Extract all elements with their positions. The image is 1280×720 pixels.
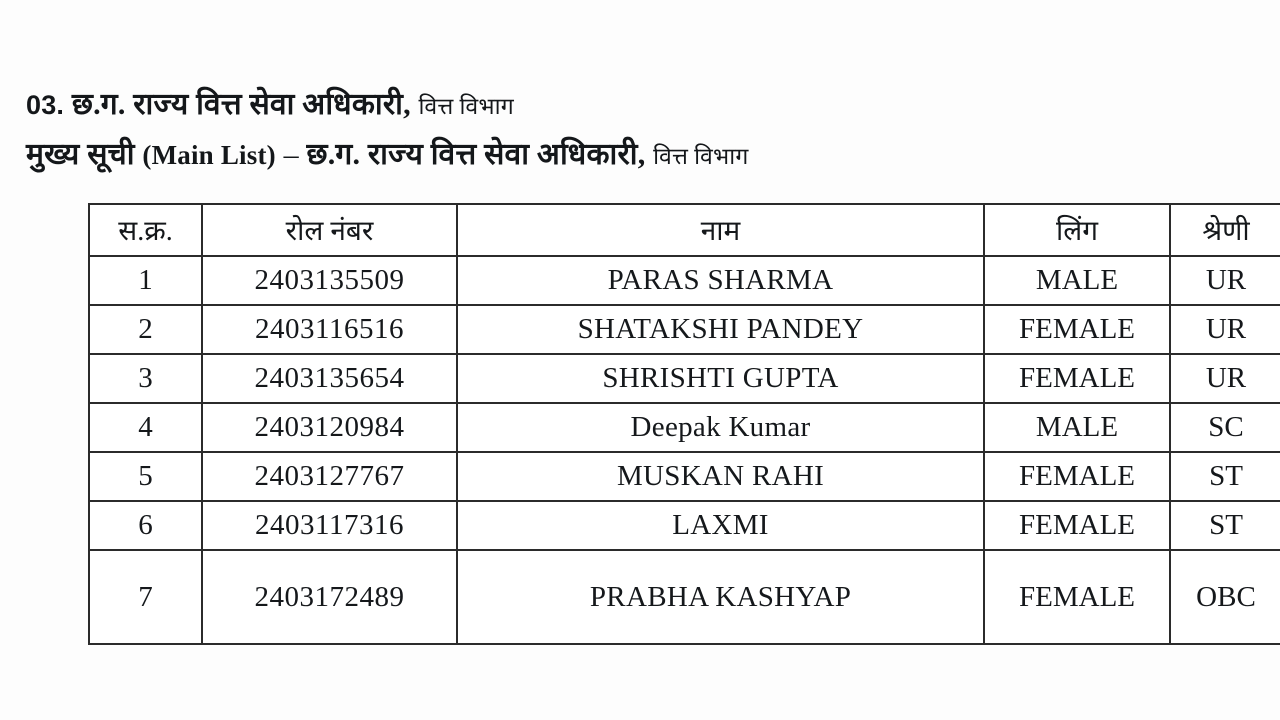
results-table <box>88 203 1280 645</box>
heading-department: वित्त विभाग <box>418 94 514 119</box>
cell-serial: 2 <box>89 305 202 354</box>
heading-list-type: मुख्य सूची <box>26 138 135 171</box>
column-header-category: श्रेणी <box>1170 204 1280 256</box>
column-header-name: नाम <box>457 204 984 256</box>
cell-gender: MALE <box>984 256 1170 305</box>
heading-list-type-english: (Main List) <box>142 140 276 170</box>
cell-category: SC <box>1170 403 1280 452</box>
column-header-serial: स.क्र. <box>89 204 202 256</box>
document-heading <box>26 86 1256 177</box>
table-row <box>89 452 1280 501</box>
cell-gender: FEMALE <box>984 354 1170 403</box>
table-row <box>89 256 1280 305</box>
cell-name: SHRISHTI GUPTA <box>457 354 984 403</box>
cell-serial: 1 <box>89 256 202 305</box>
heading-dash: – <box>283 138 299 171</box>
cell-gender: MALE <box>984 403 1170 452</box>
cell-name: SHATAKSHI PANDEY <box>457 305 984 354</box>
cell-serial: 4 <box>89 403 202 452</box>
cell-serial: 5 <box>89 452 202 501</box>
cell-roll-number: 2403127767 <box>202 452 457 501</box>
cell-gender: FEMALE <box>984 550 1170 644</box>
cell-serial: 7 <box>89 550 202 644</box>
table-row <box>89 501 1280 550</box>
cell-roll-number: 2403116516 <box>202 305 457 354</box>
cell-name: MUSKAN RAHI <box>457 452 984 501</box>
results-table-container <box>88 203 1280 645</box>
cell-roll-number: 2403135654 <box>202 354 457 403</box>
table-row <box>89 403 1280 452</box>
column-header-gender: लिंग <box>984 204 1170 256</box>
cell-category: ST <box>1170 452 1280 501</box>
cell-roll-number: 2403117316 <box>202 501 457 550</box>
cell-serial: 3 <box>89 354 202 403</box>
cell-gender: FEMALE <box>984 452 1170 501</box>
cell-category: ST <box>1170 501 1280 550</box>
cell-gender: FEMALE <box>984 501 1170 550</box>
cell-roll-number: 2403172489 <box>202 550 457 644</box>
table-row <box>89 305 1280 354</box>
cell-name: LAXMI <box>457 501 984 550</box>
cell-gender: FEMALE <box>984 305 1170 354</box>
heading-line-2 <box>26 135 1256 177</box>
cell-roll-number: 2403135509 <box>202 256 457 305</box>
table-row <box>89 354 1280 403</box>
cell-serial: 6 <box>89 501 202 550</box>
cell-name: PARAS SHARMA <box>457 256 984 305</box>
heading-title-main: छ.ग. राज्य वित्त सेवा अधिकारी, <box>71 88 411 121</box>
cell-roll-number: 2403120984 <box>202 403 457 452</box>
cell-category: OBC <box>1170 550 1280 644</box>
heading-line-1 <box>26 86 1256 126</box>
cell-category: UR <box>1170 256 1280 305</box>
table-row <box>89 550 1280 644</box>
heading-title-main-2: छ.ग. राज्य वित्त सेवा अधिकारी, <box>306 138 646 171</box>
heading-department-2: वित्त विभाग <box>653 144 749 169</box>
cell-category: UR <box>1170 354 1280 403</box>
cell-name: PRABHA KASHYAP <box>457 550 984 644</box>
cell-category: UR <box>1170 305 1280 354</box>
column-header-roll-number: रोल नंबर <box>202 204 457 256</box>
heading-serial-number: 03. <box>26 90 65 120</box>
cell-name: Deepak Kumar <box>457 403 984 452</box>
table-header-row <box>89 204 1280 256</box>
